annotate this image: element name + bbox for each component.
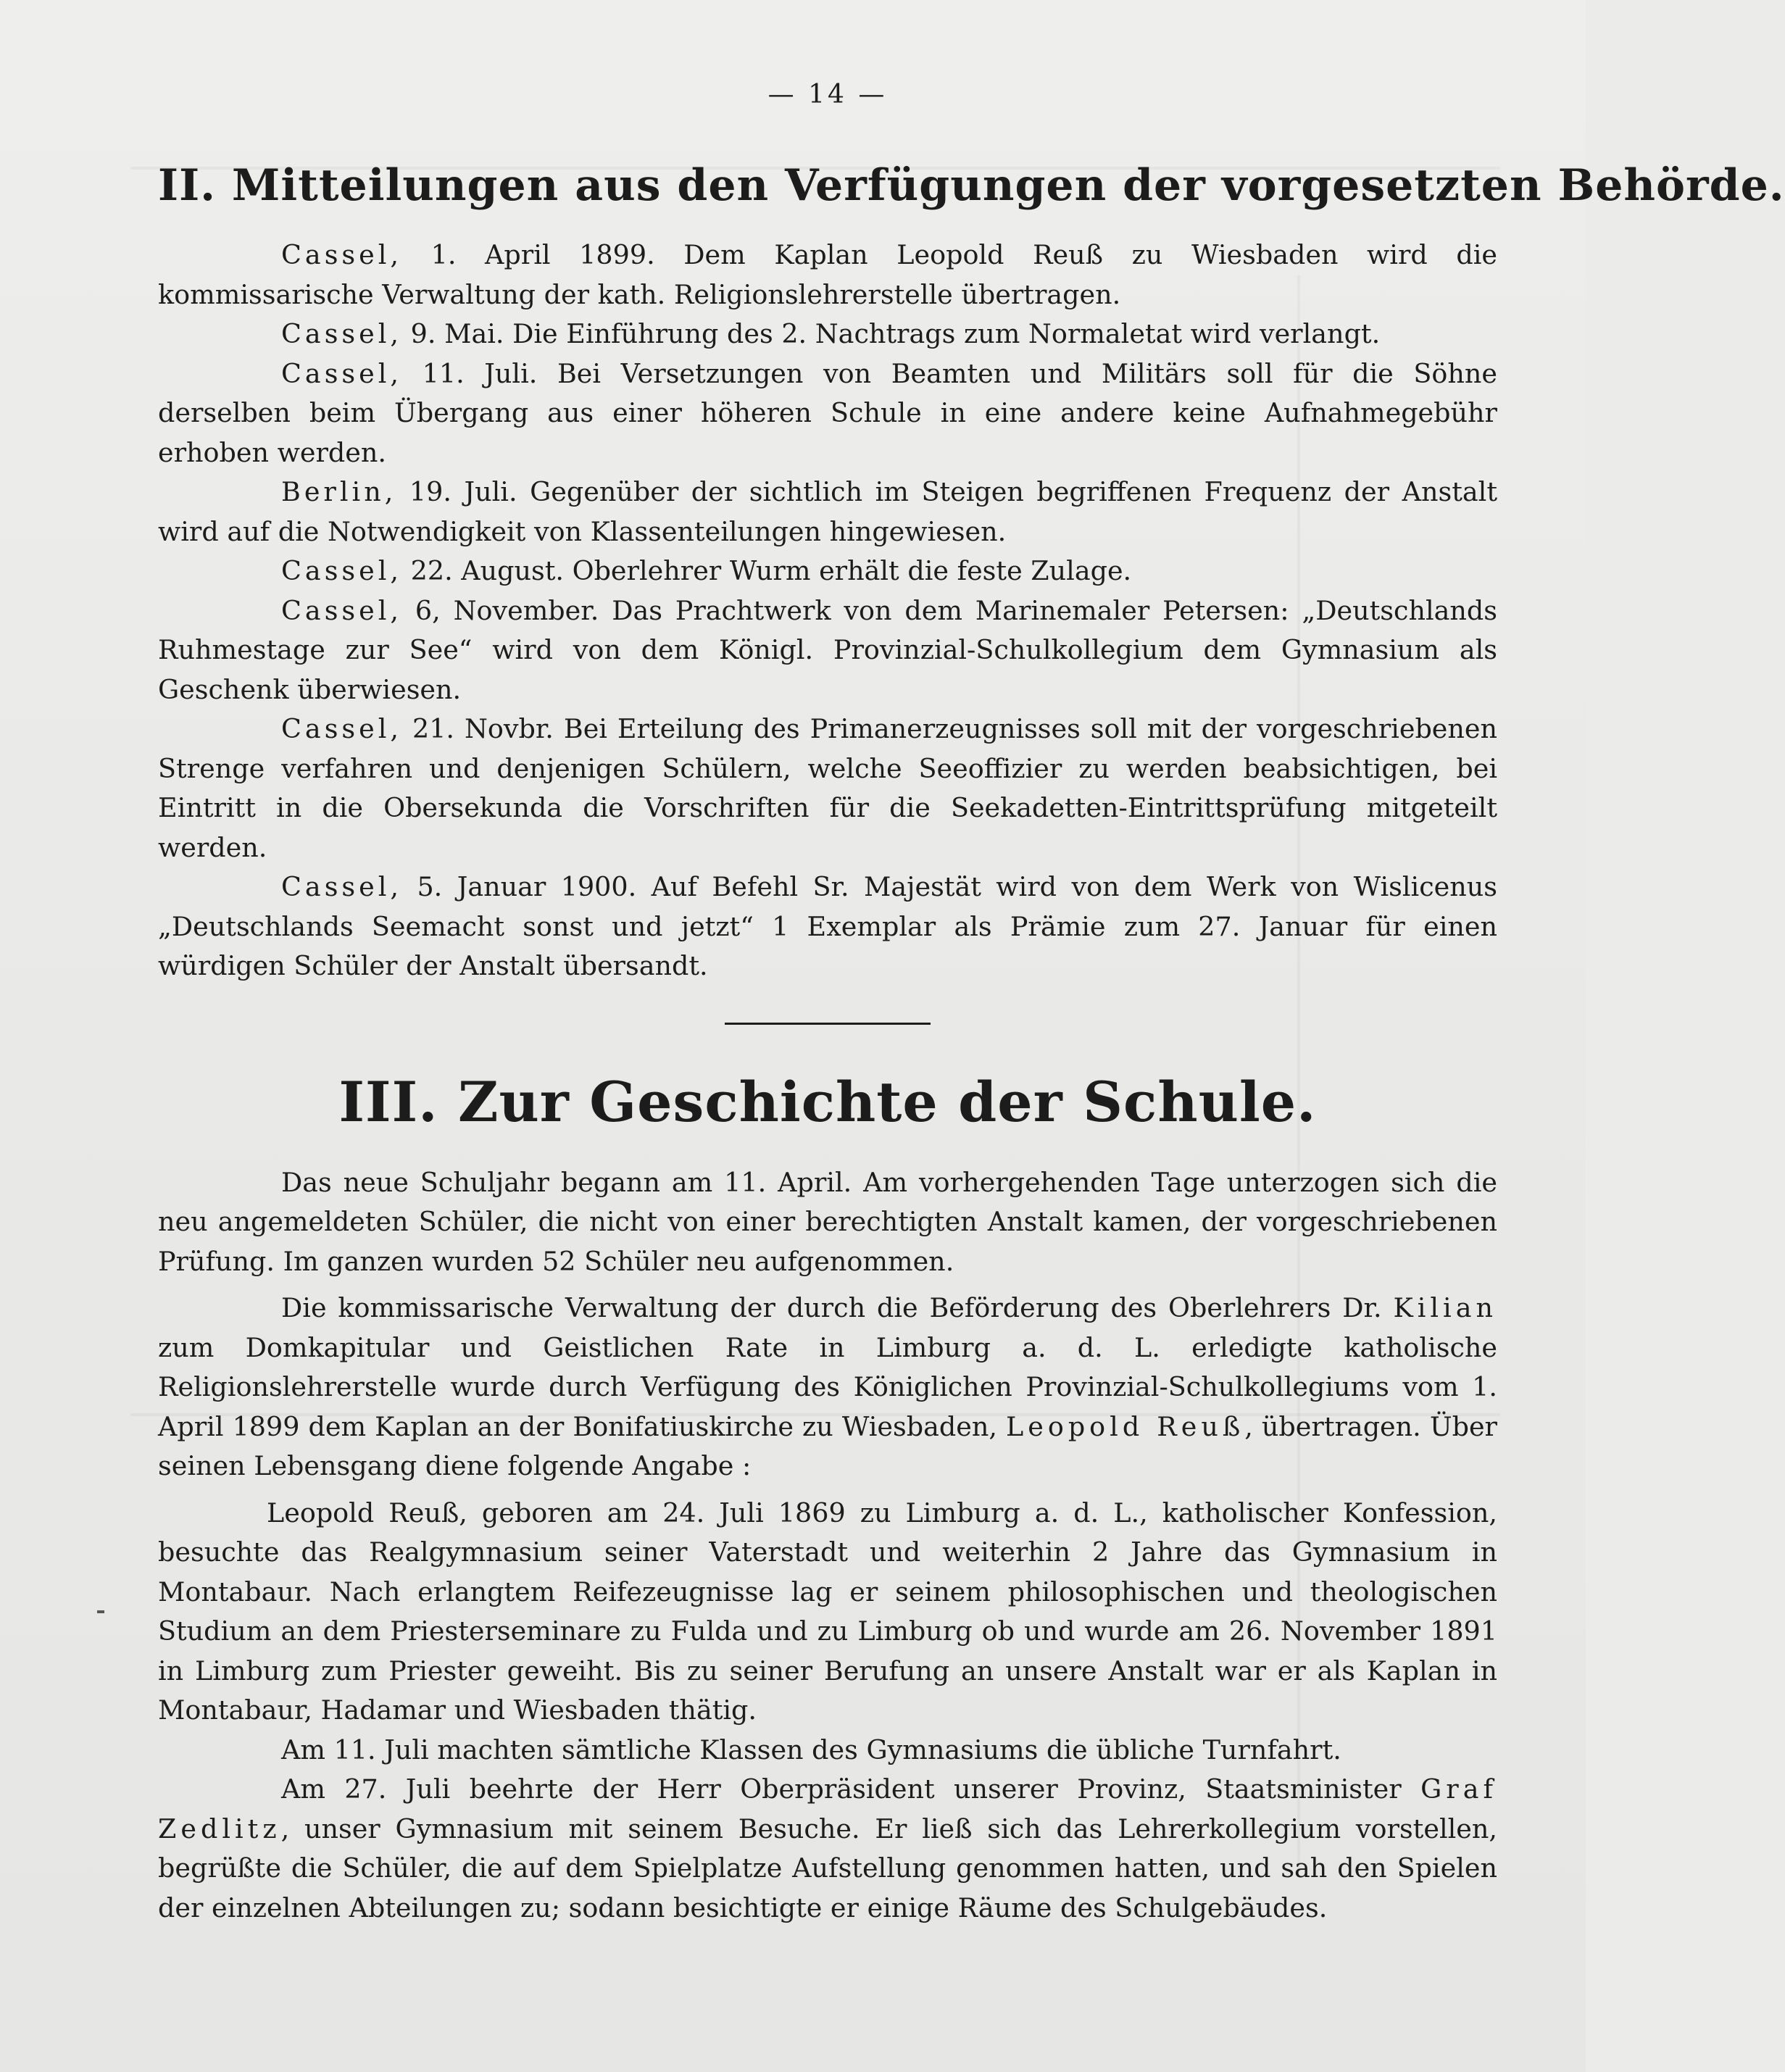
paragraph-text: , übertragen. Über seinen Lebensgang diene folgende Angabe : xyxy=(158,1410,1498,1481)
directive-list xyxy=(158,236,1497,986)
entry-text: Das Prachtwerk von dem Marinemaler Petersen: „Deutschlands Ruhmestage zur See“ wird von dem Königl. Provinzial-Schulkollegium dem Gymnasium als Geschenk überwiesen. xyxy=(158,594,1498,705)
entry-text: Oberlehrer Wurm erhält die feste Zulage. xyxy=(572,555,1132,586)
directive-entry xyxy=(158,473,1497,552)
entry-date: 11. Juli. xyxy=(422,357,538,389)
directive-entry xyxy=(158,315,1497,354)
paragraph-text: , unser Gymnasium mit seinem Besuche. Er ließ sich das Lehrerkollegium vorstellen, begrüßte die Schüler, die auf dem Spielplatze Aufstellung genommen hatten, und sah den Spielen der einzelnen Abteilungen zu; sodann besichtigte er einige Räume des Schulgebäudes. xyxy=(158,1813,1497,1923)
entry-location: Cassel, xyxy=(281,357,403,389)
section-title-2: II. Mitteilungen aus den Verfügungen der vorgesetzten Behörde. xyxy=(158,160,1785,211)
directive-entry xyxy=(158,354,1497,473)
entry-text: Bei Versetzungen von Beamten und Militärs soll für die Söhne derselben beim Übergang aus einer höheren Schule in eine andere keine Aufnahmegebühr erhoben werden. xyxy=(158,357,1497,468)
entry-text: Dem Kaplan Leopold Reuß zu Wiesbaden wird die kommissarische Verwaltung der kath. Religionslehrerstelle übertragen. xyxy=(158,239,1498,310)
entry-location: Cassel, xyxy=(281,713,403,744)
entry-date: 21. Novbr. xyxy=(412,713,554,744)
entry-location: Berlin, xyxy=(281,476,397,507)
entry-location: Cassel, xyxy=(281,555,403,586)
entry-location: Cassel, xyxy=(281,318,403,349)
section-divider xyxy=(725,1023,931,1025)
entry-date: 1. April 1899. xyxy=(430,239,655,270)
biography-paragraph: Leopold Reuß, geboren am 24. Juli 1869 zu Limburg a. d. L., katholischer Konfession, besuchte das Realgymnasium seiner Vaterstadt und weiterhin 2 Jahre das Gymnasium in Montabaur. Nach erlangtem Reifezeugnisse lag er seinem philosophischen und theologischen Studium an dem Priesterseminare zu Fulda und zu Limburg ob und wurde am 26. November 1891 in Limburg zum Priester geweiht. Bis zu seiner Berufung an unsere Anstalt war er als Kaplan in Montabaur, Hadamar und Wiesbaden thätig. xyxy=(158,1497,1497,1726)
page-number: — 14 — xyxy=(767,80,888,109)
directive-entry xyxy=(158,552,1497,591)
entry-date: 6, November. xyxy=(415,594,599,626)
history-paragraph: Am 11. Juli machten sämtliche Klassen des Gymnasiums die übliche Turnfahrt. xyxy=(281,1734,1341,1765)
entry-text: Bei Erteilung des Primanerzeugnisses soll mit der vorgeschriebenen Strenge verfahren und denjenigen Schülern, welche Seeoffizier zu werden beabsichtigen, bei Eintritt in die Obersekunda die Vorschriften für die Seekadetten-Eintrittsprüfung mitgeteilt werden. xyxy=(158,713,1498,863)
text-column xyxy=(158,80,1785,1928)
entry-text: Gegenüber der sichtlich im Steigen begriffenen Frequenz der Anstalt wird auf die Notwendigkeit von Klassenteilungen hingewiesen. xyxy=(158,476,1497,547)
margin-mark xyxy=(97,1610,104,1613)
entry-text: Auf Befehl Sr. Majestät wird von dem Werk von Wislicenus „Deutschlands Seemacht sonst und jetzt“ 1 Exemplar als Prämie zum 27. Januar für einen würdigen Schüler der Anstalt übersandt. xyxy=(158,871,1497,981)
paragraph-text: Am 27. Juli beehrte der Herr Oberpräsident unserer Provinz, Staatsminister xyxy=(281,1773,1402,1805)
entry-date: 5. Januar 1900. xyxy=(417,871,637,902)
person-name: Leopold Reuß xyxy=(1006,1410,1245,1442)
directive-entry xyxy=(158,236,1497,315)
person-name: Kilian xyxy=(1393,1292,1497,1323)
paragraph-text: zum Domkapitular und Geistlichen Rate in Limburg a. d. L. erledigte katholische Religionslehrerstelle wurde durch Verfügung des Königlichen Provinzial-Schulkollegiums vom 1. April 1899 dem Kaplan an der Bonifatiuskirche zu Wiesbaden, xyxy=(158,1331,1497,1442)
history-paragraph xyxy=(158,1770,1497,1928)
paragraph-text: Die kommissarische Verwaltung der durch die Beförderung des Oberlehrers Dr. xyxy=(281,1292,1382,1323)
history-paragraph: Das neue Schuljahr begann am 11. April. Am vorhergehenden Tage unterzogen sich die neu angemeldeten Schüler, die nicht von einer berechtigten Anstalt kamen, der vorgeschriebenen Prüfung. Im ganzen wurden 52 Schüler neu aufgenommen. xyxy=(158,1166,1497,1277)
directive-entry xyxy=(158,710,1497,868)
entry-text: Die Einführung des 2. Nachtrags zum Normaletat wird verlangt. xyxy=(512,318,1381,349)
person-name: Graf Zedlitz xyxy=(158,1773,1497,1844)
school-history xyxy=(158,1163,1497,1929)
entry-location: Cassel, xyxy=(281,594,403,626)
section-title-3: III. Zur Geschichte der Schule. xyxy=(338,1069,1317,1134)
history-paragraph xyxy=(158,1289,1497,1486)
entry-location: Cassel, xyxy=(281,239,403,270)
entry-date: 9. Mai. xyxy=(410,318,504,349)
directive-entry xyxy=(158,591,1497,710)
directive-entry xyxy=(158,868,1497,986)
entry-date: 19. Juli. xyxy=(409,476,517,507)
entry-date: 22. August. xyxy=(410,555,565,586)
entry-location: Cassel, xyxy=(281,871,403,902)
